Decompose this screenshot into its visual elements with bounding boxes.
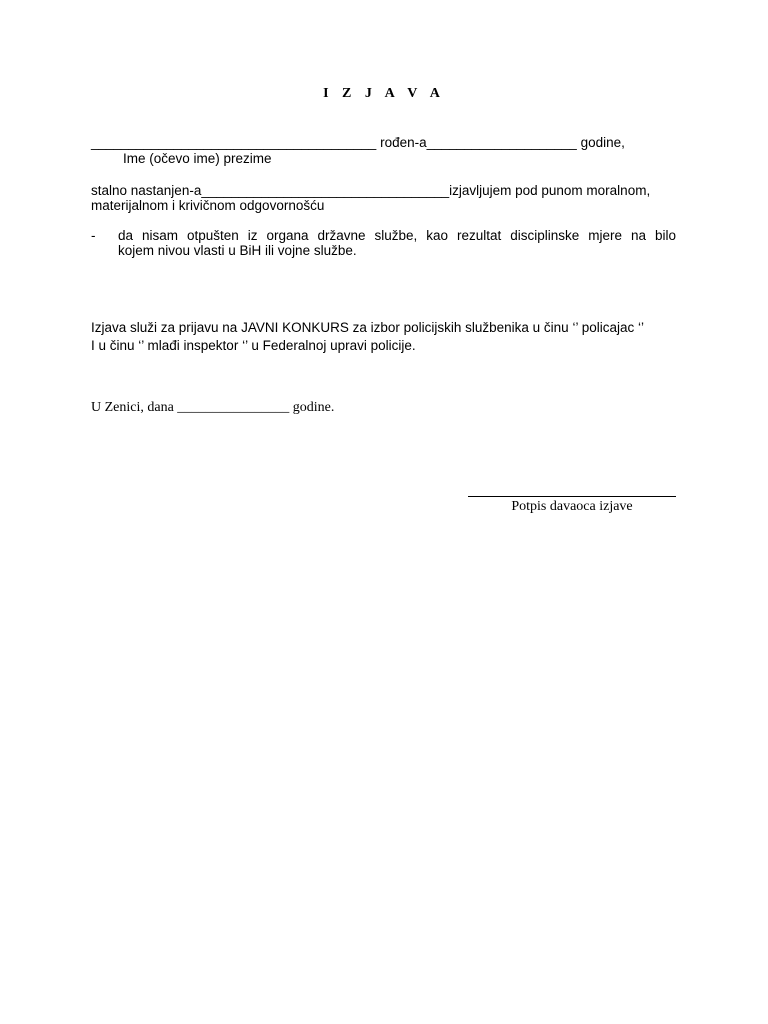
bullet-word: rezultat <box>456 228 502 243</box>
bullet-dash: - <box>91 228 96 243</box>
name-caption: Ime (očevo ime) prezime <box>123 151 272 166</box>
bullet-text-line1 <box>118 228 676 243</box>
bullet-word: službe, <box>374 228 418 243</box>
year-word: godine, <box>580 135 625 150</box>
residence-blank[interactable]: _________________________________ <box>201 183 450 198</box>
document-title: I Z J A V A <box>323 86 445 101</box>
responsibility-line: materijalnom i krivičnom odgovornošću <box>91 198 325 213</box>
residence-label: stalno nastanjen-a <box>91 183 202 198</box>
bullet-text-line2: kojem nivou vlasti u BiH ili vojne službe. <box>118 243 357 258</box>
date-blank[interactable]: ________________ <box>177 400 290 415</box>
bullet-word: mjere <box>588 228 622 243</box>
residence-line <box>91 183 650 198</box>
place-date-line <box>91 400 334 416</box>
bullet-word: državne <box>317 228 366 243</box>
declaration-text: izjavljujem pod punom moralnom, <box>449 183 651 198</box>
name-blank[interactable]: ______________________________________ <box>91 135 377 150</box>
born-label: rođen-a <box>380 135 427 150</box>
bullet-word: nisam <box>142 228 179 243</box>
bullet-word: na <box>630 228 646 243</box>
signature-line[interactable] <box>468 496 676 497</box>
bullet-word: organa <box>266 228 309 243</box>
bullet-word: da <box>118 228 134 243</box>
place-date-suffix: godine. <box>292 400 335 415</box>
bullet-word: kao <box>426 228 449 243</box>
bullet-word: disciplinske <box>510 228 580 243</box>
bullet-word: otpušten <box>186 228 239 243</box>
place-date-prefix: U Zenici, dana <box>91 400 174 415</box>
purpose-line1: Izjava služi za prijavu na JAVNI KONKURS za izbor policijskih službenika u činu ‘’ policajac ‘’ <box>91 320 644 335</box>
purpose-line2: I u činu ‘’ mlađi inspektor ‘’ u Federalnoj upravi policije. <box>91 338 416 353</box>
bullet-word: bilo <box>654 228 676 243</box>
birth-date-blank[interactable]: ____________________ <box>426 135 577 150</box>
signature-caption: Potpis davaoca izjave <box>511 499 633 514</box>
bullet-word: iz <box>247 228 258 243</box>
name-born-line <box>91 135 625 150</box>
